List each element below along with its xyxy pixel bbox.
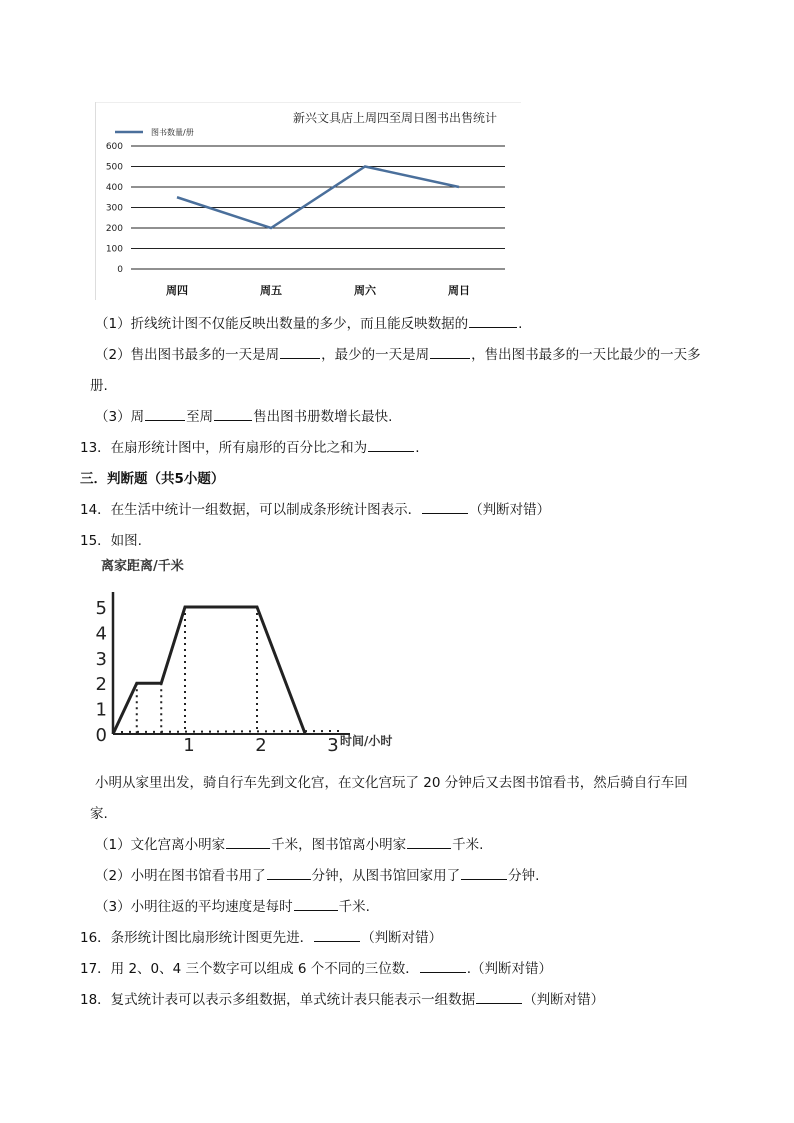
q12-p2-text-a: （2）售出图书最多的一天是周 bbox=[95, 347, 280, 363]
q15-s2-text-a: （2）小明在图书馆看书用了 bbox=[95, 868, 266, 884]
answer-blank[interactable] bbox=[368, 439, 414, 452]
q14-text: 14．在生活中统计一组数据，可以制成条形统计图表示． bbox=[80, 502, 422, 518]
q12-p2-text-b: ，最少的一天是周 bbox=[321, 347, 430, 363]
chart1-ytick-label: 500 bbox=[105, 162, 123, 173]
q18 bbox=[80, 988, 604, 1008]
answer-blank[interactable] bbox=[469, 315, 517, 328]
q15-s1-text-a: （1）文化宫离小明家 bbox=[95, 837, 226, 853]
chart2-ytick-label: 4 bbox=[95, 623, 107, 645]
q16-text: 16．条形统计图比扇形统计图更先进． bbox=[80, 930, 314, 946]
q12-p3-text-a: （3）周 bbox=[95, 409, 145, 425]
chart1-xtick-label: 周五 bbox=[260, 284, 282, 297]
q17 bbox=[80, 957, 552, 977]
answer-blank[interactable] bbox=[407, 836, 451, 849]
chart1-ytick-label: 0 bbox=[117, 265, 123, 275]
answer-blank[interactable] bbox=[145, 408, 185, 421]
q12-p1-text: （1）折线统计图不仅能反映出数量的多少，而且能反映数据的 bbox=[95, 316, 469, 332]
answer-blank[interactable] bbox=[226, 836, 270, 849]
q15-sub3 bbox=[95, 895, 370, 915]
q15-s1-text-c: 千米. bbox=[452, 837, 484, 853]
answer-blank[interactable] bbox=[214, 408, 252, 421]
chart2-ytick-label: 0 bbox=[95, 725, 107, 746]
chart1-series-line bbox=[177, 167, 459, 229]
chart2-ytick-label: 3 bbox=[95, 648, 107, 670]
q15-title: 15．如图. bbox=[80, 533, 142, 549]
chart2-ytick-label: 5 bbox=[95, 598, 107, 619]
chart1-xtick-label: 周六 bbox=[354, 284, 376, 297]
q17-text: 17．用 2、0、4 三个数字可以组成 6 个不同的三位数． bbox=[80, 961, 419, 977]
q13 bbox=[80, 436, 419, 456]
book-sales-line-chart bbox=[95, 102, 521, 300]
q12-p1-end: . bbox=[518, 316, 523, 332]
q17-judge: .（判断对错） bbox=[466, 961, 552, 977]
chart1-xtick-label: 周四 bbox=[166, 284, 188, 297]
chart1-ytick-label: 100 bbox=[105, 244, 123, 255]
answer-blank[interactable] bbox=[314, 929, 360, 942]
answer-blank[interactable] bbox=[430, 346, 470, 359]
q15-s3-text-a: （3）小明往返的平均速度是每时 bbox=[95, 899, 293, 915]
chart2-ytick-label: 1 bbox=[95, 699, 107, 721]
chart1-ytick-label: 600 bbox=[105, 142, 123, 152]
q15-sub2 bbox=[95, 864, 539, 884]
q12-p2-text-c: ，售出图书最多的一天比最少的一天多 bbox=[471, 347, 701, 363]
chart2-xtick-label: 2 bbox=[255, 735, 267, 752]
chart2-xlabel: 时间/小时 bbox=[340, 734, 393, 748]
q18-text: 18．复式统计表可以表示多组数据，单式统计表只能表示一组数据 bbox=[80, 992, 476, 1008]
q13-end: . bbox=[415, 440, 420, 456]
chart2-xtick-label: 3 bbox=[327, 735, 339, 752]
q12-p3-text-b: 至周 bbox=[186, 409, 214, 425]
answer-blank[interactable] bbox=[280, 346, 320, 359]
q12-p3-text-c: 售出图书册数增长最快. bbox=[253, 409, 393, 425]
q15-s2-text-c: 分钟. bbox=[508, 868, 540, 884]
answer-blank[interactable] bbox=[476, 991, 522, 1004]
q15-desc-cont: 家. bbox=[90, 806, 108, 822]
q16-judge: （判断对错） bbox=[361, 930, 443, 946]
q13-text: 13．在扇形统计图中，所有扇形的百分比之和为 bbox=[80, 440, 368, 456]
chart2-series-line bbox=[113, 607, 305, 734]
q15-s1-text-b: 千米，图书馆离小明家 bbox=[271, 837, 407, 853]
q15-s2-text-b: 分钟，从图书馆回家用了 bbox=[311, 868, 461, 884]
q12-part1 bbox=[95, 312, 522, 332]
answer-blank[interactable] bbox=[420, 960, 466, 973]
q16 bbox=[80, 926, 442, 946]
q12-part3 bbox=[95, 405, 392, 425]
chart2-xtick-label: 1 bbox=[183, 735, 195, 752]
chart2-ylabel: 离家距离/千米 bbox=[101, 559, 184, 574]
answer-blank[interactable] bbox=[422, 501, 468, 514]
chart1-title: 新兴文具店上周四至周日图书出售统计 bbox=[292, 111, 498, 125]
answer-blank[interactable] bbox=[294, 898, 338, 911]
q15-desc: 小明从家里出发，骑自行车先到文化宫，在文化宫玩了 20 分钟后又去图书馆看书，然后骑自行车回 bbox=[95, 775, 688, 791]
section-3-heading: 三．判断题（共5小题） bbox=[80, 471, 225, 487]
chart2-guide-line bbox=[113, 731, 340, 732]
chart1-ytick-label: 200 bbox=[105, 224, 123, 234]
chart1-ytick-label: 400 bbox=[105, 183, 123, 193]
q15-sub1 bbox=[95, 833, 483, 853]
q12-part2 bbox=[95, 343, 701, 363]
q14-judge: （判断对错） bbox=[469, 502, 551, 518]
q15-s3-text-b: 千米. bbox=[338, 899, 370, 915]
answer-blank[interactable] bbox=[267, 867, 311, 880]
answer-blank[interactable] bbox=[461, 867, 507, 880]
chart2-ytick-label: 2 bbox=[95, 674, 107, 696]
q14 bbox=[80, 498, 550, 518]
chart1-ytick-label: 300 bbox=[105, 203, 123, 214]
q18-judge: （判断对错） bbox=[523, 992, 605, 1008]
chart1-xtick-label: 周日 bbox=[448, 284, 470, 297]
distance-time-chart bbox=[95, 552, 415, 752]
q12-part2-cont: 册. bbox=[90, 378, 108, 394]
chart1-legend-label: 图书数量/册 bbox=[151, 128, 194, 137]
